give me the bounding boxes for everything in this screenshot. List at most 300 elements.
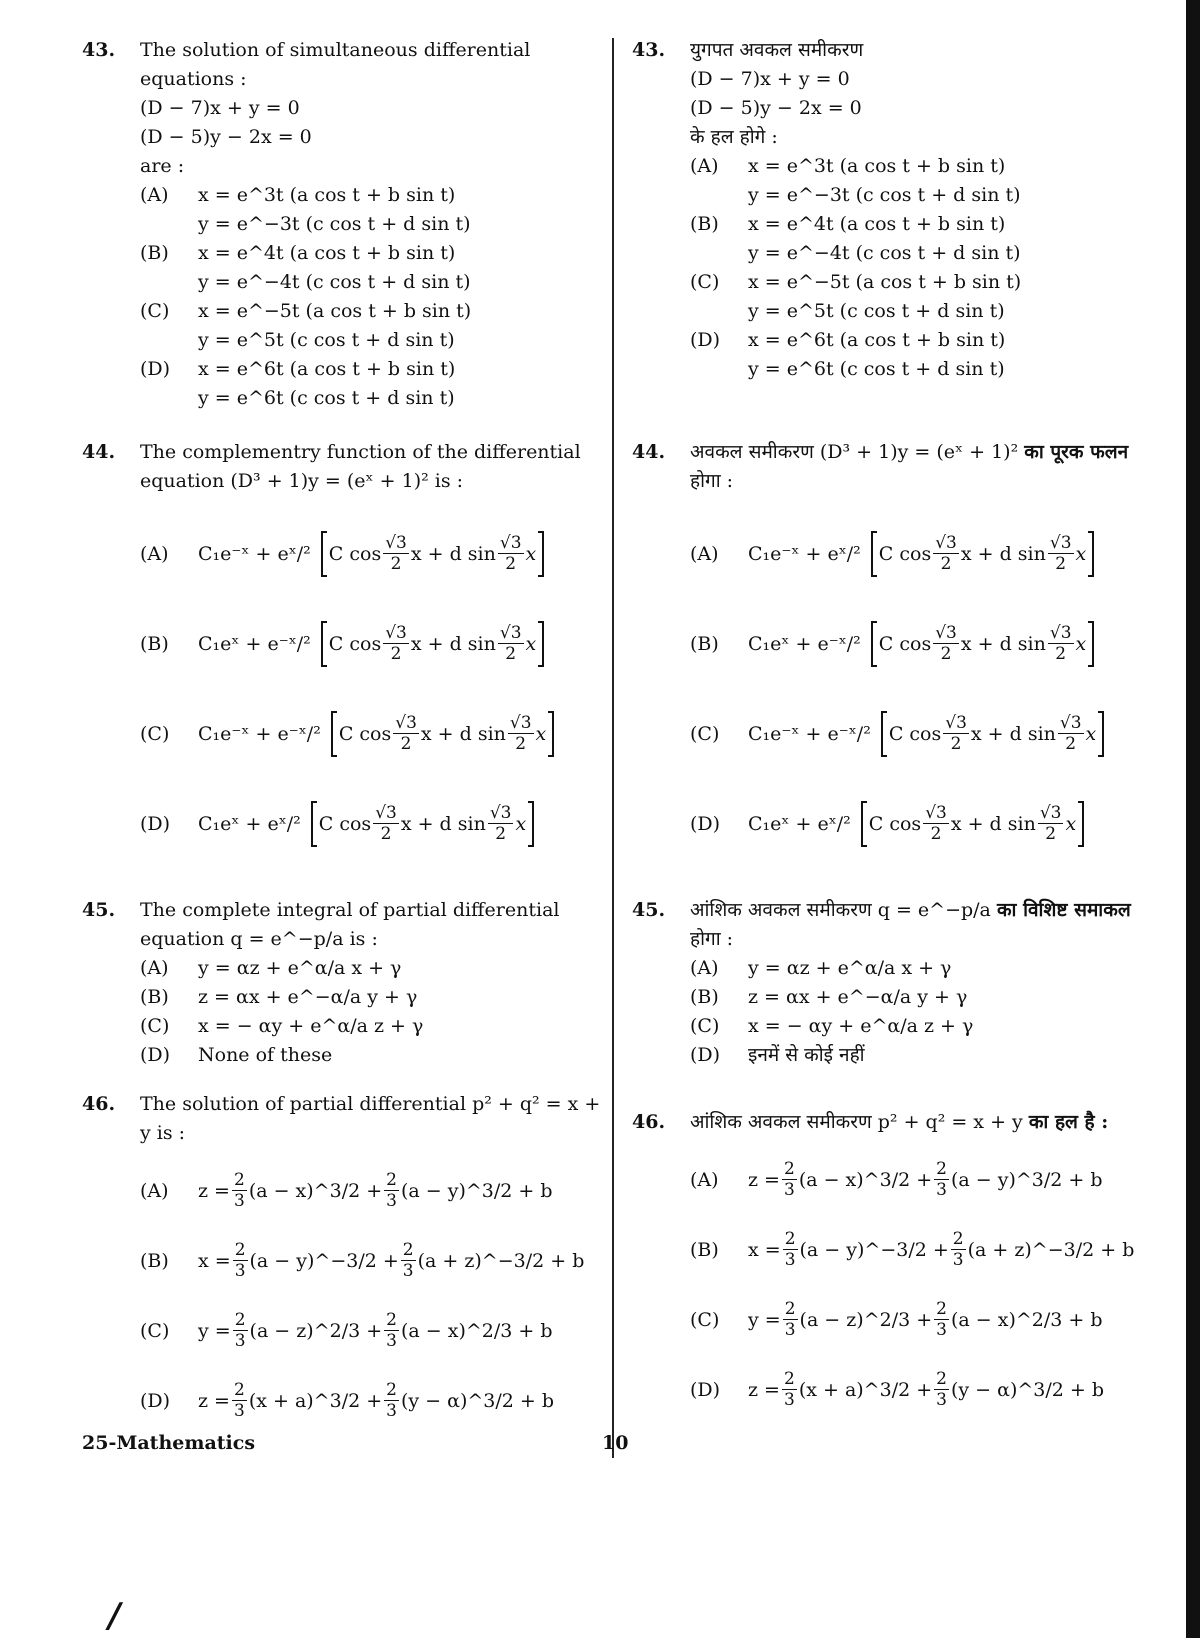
option-c xyxy=(140,1300,602,1362)
fraction xyxy=(1058,715,1084,753)
option-text: z = αx + e^−α/a y + γ xyxy=(748,986,968,1008)
option-label: (A) xyxy=(690,542,719,565)
variable: x xyxy=(1075,632,1087,655)
option-line: y = e^6t (c cos t + d sin t) xyxy=(748,358,1005,380)
numerator: √3 xyxy=(385,623,407,643)
bracket-expression xyxy=(311,801,534,847)
option-text: None of these xyxy=(198,1044,333,1066)
denominator: 2 xyxy=(400,734,412,754)
question-stem xyxy=(690,896,1152,954)
question-44-hi xyxy=(632,438,1152,868)
fraction xyxy=(782,1161,797,1199)
fraction xyxy=(498,625,524,663)
numerator: 2 xyxy=(234,1240,246,1260)
stem-text: युगपत अवकल समीकरण xyxy=(690,39,864,61)
term: (a − z)^2/3 xyxy=(249,1319,361,1342)
term: C cos xyxy=(878,542,932,565)
numerator: √3 xyxy=(375,803,397,823)
option-label: (A) xyxy=(140,542,169,565)
option-label: (A) xyxy=(140,184,169,206)
bracket-expression xyxy=(321,621,544,667)
option-label: (C) xyxy=(690,271,720,293)
question-43-en xyxy=(82,36,602,409)
numerator: 2 xyxy=(784,1299,796,1319)
option-label: (B) xyxy=(140,242,169,264)
denominator: 2 xyxy=(495,824,507,844)
denominator: 2 xyxy=(940,644,952,664)
lhs: x = xyxy=(748,1238,781,1261)
question-44-en xyxy=(82,438,602,868)
option-prefix: C₁eˣ + e⁻ˣ/² xyxy=(198,632,311,655)
option-label: (C) xyxy=(690,1015,720,1037)
option-label: (A) xyxy=(140,957,169,979)
question-stem: The solution of partial differential p² + q² = x + y is : xyxy=(140,1093,601,1144)
question-number: 46. xyxy=(82,1093,116,1115)
option-label: (B) xyxy=(690,632,719,655)
term: (a − x)^3/2 xyxy=(798,1168,911,1191)
lhs: x = xyxy=(198,1249,231,1272)
variable: x xyxy=(515,812,527,835)
denominator: 3 xyxy=(783,1180,795,1200)
option-d xyxy=(690,1359,1152,1421)
term: (a − y)^−3/2 xyxy=(249,1249,377,1272)
equation-1: (D − 7)x + y = 0 xyxy=(690,68,850,90)
fraction xyxy=(384,1172,399,1210)
question-number: 43. xyxy=(82,39,116,61)
stem-tail: होगा : xyxy=(690,928,734,950)
fraction xyxy=(782,1371,797,1409)
term: x + d sin xyxy=(410,542,496,565)
variable: x xyxy=(535,722,547,745)
term: (a − z)^2/3 xyxy=(799,1308,911,1331)
denominator: 2 xyxy=(515,734,527,754)
plus: + xyxy=(366,1179,383,1202)
option-line: y = e^5t (c cos t + d sin t) xyxy=(198,329,455,351)
question-number: 44. xyxy=(82,441,116,463)
denominator: 3 xyxy=(233,1401,245,1421)
option-d xyxy=(690,784,1152,864)
numerator: 2 xyxy=(936,1369,947,1389)
numerator: 2 xyxy=(784,1229,796,1249)
fraction xyxy=(943,715,969,753)
option-label: (C) xyxy=(690,722,720,745)
option-label: (D) xyxy=(690,1044,721,1066)
option-b xyxy=(690,210,1152,268)
numerator: √3 xyxy=(945,713,967,733)
option-label: (B) xyxy=(140,986,169,1008)
question-number: 43. xyxy=(632,39,666,61)
plus: + xyxy=(916,1168,933,1191)
term: x + d sin xyxy=(420,722,506,745)
option-line: y = e^−4t (c cos t + d sin t) xyxy=(748,242,1021,264)
question-43-hi xyxy=(632,36,1152,398)
fraction xyxy=(401,1242,416,1280)
bracket-expression xyxy=(871,621,1094,667)
plus: + xyxy=(916,1378,933,1401)
question-45-en xyxy=(82,896,602,1078)
term: C cos xyxy=(328,632,382,655)
fraction xyxy=(383,535,409,573)
option-b xyxy=(140,604,602,684)
term: (a + z)^−3/2 xyxy=(417,1249,545,1272)
stem-bold: का हल है : xyxy=(1028,1111,1109,1133)
fraction xyxy=(934,1301,949,1339)
option-line: x = e^4t (a cos t + b sin t) xyxy=(748,213,1006,235)
stem-bold: का विशिष्ट समाकल xyxy=(996,899,1131,921)
bracket-expression xyxy=(861,801,1084,847)
term: C cos xyxy=(868,812,922,835)
option-line: x = e^3t (a cos t + b sin t) xyxy=(198,184,456,206)
option-label: (B) xyxy=(690,213,719,235)
term: C cos xyxy=(878,632,932,655)
question-number: 44. xyxy=(632,441,666,463)
numerator: √3 xyxy=(935,533,957,553)
term: C cos xyxy=(338,722,392,745)
option-prefix: C₁eˣ + e⁻ˣ/² xyxy=(748,632,861,655)
option-a xyxy=(690,954,1152,983)
variable: x xyxy=(525,542,537,565)
option-text: इनमें से कोई नहीं xyxy=(748,1044,865,1066)
column-divider xyxy=(612,38,614,1458)
option-label: (D) xyxy=(690,1378,721,1401)
option-line: x = e^−5t (a cos t + b sin t) xyxy=(198,300,472,322)
fraction xyxy=(373,805,399,843)
fraction xyxy=(232,1382,247,1420)
option-b xyxy=(690,1219,1152,1281)
numerator: 2 xyxy=(783,1369,795,1389)
equation-1: (D − 7)x + y = 0 xyxy=(140,97,300,119)
term: x + d sin xyxy=(960,542,1046,565)
term: x + d sin xyxy=(950,812,1036,835)
option-b xyxy=(690,983,1152,1012)
denominator: 2 xyxy=(390,554,402,574)
lhs: y = xyxy=(748,1308,781,1331)
scan-edge-bar xyxy=(1186,0,1200,1638)
lhs: z = xyxy=(748,1378,780,1401)
question-46-en xyxy=(82,1090,602,1432)
numerator: √3 xyxy=(1039,803,1062,823)
denominator: 3 xyxy=(234,1261,246,1281)
question-number: 45. xyxy=(632,899,666,921)
denominator: 2 xyxy=(1055,644,1067,664)
denominator: 3 xyxy=(784,1320,796,1340)
numerator: √3 xyxy=(1059,713,1082,733)
fraction xyxy=(232,1172,247,1210)
denominator: 3 xyxy=(783,1390,795,1410)
fraction xyxy=(933,625,959,663)
fraction xyxy=(1038,805,1064,843)
denominator: 3 xyxy=(936,1180,947,1200)
option-label: (D) xyxy=(690,812,721,835)
lhs: z = xyxy=(198,1179,230,1202)
numerator: 2 xyxy=(386,1380,397,1400)
option-a xyxy=(690,1149,1152,1211)
option-a xyxy=(140,181,602,239)
denominator: 3 xyxy=(386,1401,397,1421)
denominator: 3 xyxy=(234,1331,246,1351)
numerator: 2 xyxy=(386,1170,397,1190)
question-stem xyxy=(690,1108,1152,1137)
denominator: 3 xyxy=(402,1261,414,1281)
plus: + xyxy=(932,1238,949,1261)
option-d xyxy=(140,1041,602,1070)
option-prefix: C₁eˣ + eˣ/² xyxy=(198,812,301,835)
option-a xyxy=(140,954,602,983)
fraction xyxy=(488,805,514,843)
denominator: 2 xyxy=(390,644,402,664)
denominator: 2 xyxy=(1065,734,1077,754)
option-b xyxy=(140,239,602,297)
term: (a − x)^3/2 xyxy=(248,1179,361,1202)
variable: x xyxy=(1075,542,1087,565)
option-prefix: C₁e⁻ˣ + eˣ/² xyxy=(198,542,311,565)
numerator: √3 xyxy=(1049,623,1072,643)
option-label: (D) xyxy=(140,1044,171,1066)
numerator: 2 xyxy=(233,1170,245,1190)
option-label: (C) xyxy=(140,300,170,322)
option-label: (A) xyxy=(690,957,719,979)
denominator: 3 xyxy=(936,1320,947,1340)
term: x + d sin xyxy=(970,722,1056,745)
bracket-expression xyxy=(331,711,554,757)
term: (x + a)^3/2 xyxy=(798,1378,911,1401)
denominator: 2 xyxy=(1055,554,1067,574)
numerator: √3 xyxy=(509,713,532,733)
fraction xyxy=(783,1301,798,1339)
term: (a − x)^2/3 xyxy=(951,1308,1063,1331)
fraction xyxy=(923,805,949,843)
numerator: 2 xyxy=(952,1229,964,1249)
fraction xyxy=(384,1312,399,1350)
option-label: (D) xyxy=(140,1389,171,1412)
fraction xyxy=(233,1242,248,1280)
stem-text: आंशिक अवकल समीकरण p² + q² = x + y xyxy=(690,1111,1023,1133)
option-text: y = αz + e^α/a x + γ xyxy=(748,957,952,979)
denominator: 3 xyxy=(784,1250,796,1270)
question-stem xyxy=(140,36,602,181)
question-stem: The complete integral of partial differential equation q = e^−p/a is : xyxy=(140,899,560,950)
numerator: 2 xyxy=(936,1159,947,1179)
numerator: √3 xyxy=(499,533,522,553)
stem-text: The solution of simultaneous differential equations : xyxy=(140,39,531,90)
option-c xyxy=(140,1012,602,1041)
question-stem xyxy=(690,438,1152,496)
option-c xyxy=(140,694,602,774)
fraction xyxy=(498,535,524,573)
option-text: y = αz + e^α/a x + γ xyxy=(198,957,402,979)
term: x + d sin xyxy=(960,632,1046,655)
plus: + xyxy=(382,1249,399,1272)
option-line: x = e^−5t (a cos t + b sin t) xyxy=(748,271,1022,293)
numerator: 2 xyxy=(936,1299,947,1319)
option-prefix: C₁e⁻ˣ + e⁻ˣ/² xyxy=(198,722,321,745)
option-c xyxy=(690,694,1152,774)
option-label: (A) xyxy=(690,1168,719,1191)
denominator: 2 xyxy=(380,824,392,844)
term: (a + z)^−3/2 xyxy=(967,1238,1095,1261)
numerator: 2 xyxy=(233,1380,245,1400)
numerator: √3 xyxy=(925,803,947,823)
term: C cos xyxy=(888,722,942,745)
lhs: z = xyxy=(198,1389,230,1412)
numerator: √3 xyxy=(499,623,522,643)
term: (a − y)^3/2 xyxy=(400,1179,513,1202)
option-d xyxy=(140,1370,602,1432)
numerator: √3 xyxy=(489,803,512,823)
footer-subject: 25-Mathematics xyxy=(82,1432,256,1454)
option-line: x = e^6t (a cos t + b sin t) xyxy=(198,358,456,380)
question-46-hi xyxy=(632,1108,1152,1421)
question-number: 45. xyxy=(82,899,116,921)
option-c xyxy=(690,1289,1152,1351)
variable: x xyxy=(525,632,537,655)
numerator: 2 xyxy=(783,1159,795,1179)
denominator: 2 xyxy=(930,824,942,844)
question-45-hi xyxy=(632,896,1152,1096)
fraction xyxy=(934,1161,949,1199)
numerator: 2 xyxy=(386,1310,397,1330)
option-a xyxy=(140,514,602,594)
stem-tail: के हल होगे : xyxy=(690,126,778,148)
equation-2: (D − 5)y − 2x = 0 xyxy=(690,97,862,119)
option-b xyxy=(140,983,602,1012)
option-line: x = e^3t (a cos t + b sin t) xyxy=(748,155,1006,177)
option-label: (C) xyxy=(140,1319,170,1342)
term: (x + a)^3/2 xyxy=(248,1389,361,1412)
denominator: 3 xyxy=(952,1250,964,1270)
option-line: y = e^−3t (c cos t + d sin t) xyxy=(198,213,471,235)
fraction xyxy=(951,1231,966,1269)
option-text: z = αx + e^−α/a y + γ xyxy=(198,986,418,1008)
stem-text: आंशिक अवकल समीकरण q = e^−p/a xyxy=(690,899,991,921)
tail: + b xyxy=(1068,1168,1103,1191)
option-label: (B) xyxy=(140,632,169,655)
denominator: 2 xyxy=(1045,824,1057,844)
tail: + b xyxy=(550,1249,585,1272)
plus: + xyxy=(366,1319,383,1342)
option-b xyxy=(140,1230,602,1292)
fraction xyxy=(233,1312,248,1350)
numerator: √3 xyxy=(385,533,407,553)
denominator: 3 xyxy=(386,1191,397,1211)
option-label: (D) xyxy=(140,358,171,380)
numerator: 2 xyxy=(234,1310,246,1330)
fraction xyxy=(934,1371,949,1409)
option-prefix: C₁eˣ + eˣ/² xyxy=(748,812,851,835)
tail: + b xyxy=(519,1389,555,1412)
bracket-expression xyxy=(321,531,544,577)
fraction xyxy=(508,715,534,753)
equation-2: (D − 5)y − 2x = 0 xyxy=(140,126,312,148)
fraction xyxy=(393,715,419,753)
option-text: x = − αy + e^α/a z + γ xyxy=(198,1015,424,1037)
option-line: y = e^−3t (c cos t + d sin t) xyxy=(748,184,1021,206)
term: (a − y)^−3/2 xyxy=(799,1238,927,1261)
fraction xyxy=(783,1231,798,1269)
tail: + b xyxy=(1069,1378,1105,1401)
bracket-expression xyxy=(881,711,1104,757)
denominator: 2 xyxy=(950,734,962,754)
tail: + b xyxy=(518,1319,553,1342)
option-label: (A) xyxy=(140,1179,169,1202)
option-label: (B) xyxy=(690,1238,719,1261)
option-prefix: C₁e⁻ˣ + e⁻ˣ/² xyxy=(748,722,871,745)
option-d xyxy=(690,326,1152,384)
tail: + b xyxy=(1068,1308,1103,1331)
term: (a − y)^3/2 xyxy=(950,1168,1063,1191)
option-text: x = − αy + e^α/a z + γ xyxy=(748,1015,974,1037)
option-label: (C) xyxy=(690,1308,720,1331)
option-line: x = e^6t (a cos t + b sin t) xyxy=(748,329,1006,351)
fraction xyxy=(1048,535,1074,573)
option-label: (C) xyxy=(140,1015,170,1037)
fraction xyxy=(383,625,409,663)
lhs: z = xyxy=(748,1168,780,1191)
term: x + d sin xyxy=(410,632,496,655)
option-a xyxy=(690,514,1152,594)
option-d xyxy=(140,784,602,864)
numerator: √3 xyxy=(395,713,417,733)
plus: + xyxy=(916,1308,933,1331)
numerator: √3 xyxy=(1049,533,1072,553)
stem-bold: का पूरक फलन xyxy=(1024,441,1129,463)
hindi-column xyxy=(632,36,1152,1421)
numerator: 2 xyxy=(402,1240,414,1260)
option-a xyxy=(690,152,1152,210)
term: (y − α)^3/2 xyxy=(950,1378,1064,1401)
option-prefix: C₁e⁻ˣ + eˣ/² xyxy=(748,542,861,565)
denominator: 2 xyxy=(505,644,517,664)
numerator: √3 xyxy=(935,623,957,643)
option-label: (D) xyxy=(690,329,721,351)
stem-tail: होगा : xyxy=(690,470,734,492)
option-b xyxy=(690,604,1152,684)
option-label: (B) xyxy=(140,1249,169,1272)
question-number: 46. xyxy=(632,1111,666,1133)
bracket-expression xyxy=(871,531,1094,577)
term: C cos xyxy=(328,542,382,565)
option-c xyxy=(690,268,1152,326)
term: (y − α)^3/2 xyxy=(400,1389,514,1412)
option-label: (C) xyxy=(140,722,170,745)
english-column xyxy=(82,36,602,1432)
option-line: x = e^4t (a cos t + b sin t) xyxy=(198,242,456,264)
tail: + b xyxy=(518,1179,553,1202)
option-c xyxy=(690,1012,1152,1041)
denominator: 3 xyxy=(233,1191,245,1211)
option-d xyxy=(690,1041,1152,1070)
variable: x xyxy=(1085,722,1097,745)
term: x + d sin xyxy=(400,812,486,835)
variable: x xyxy=(1065,812,1077,835)
plus: + xyxy=(366,1389,383,1412)
denominator: 3 xyxy=(386,1331,397,1351)
denominator: 2 xyxy=(940,554,952,574)
question-stem: The complementry function of the differential equation (D³ + 1)y = (eˣ + 1)² is : xyxy=(140,441,581,492)
option-label: (D) xyxy=(140,812,171,835)
option-line: y = e^−4t (c cos t + d sin t) xyxy=(198,271,471,293)
fraction xyxy=(384,1382,399,1420)
option-label: (A) xyxy=(690,155,719,177)
question-stem xyxy=(690,36,1152,152)
denominator: 2 xyxy=(505,554,517,574)
stem-tail: are : xyxy=(140,155,185,177)
lhs: y = xyxy=(198,1319,231,1342)
term: (a − x)^2/3 xyxy=(401,1319,513,1342)
term: C cos xyxy=(318,812,372,835)
option-d xyxy=(140,355,602,413)
option-c xyxy=(140,297,602,355)
